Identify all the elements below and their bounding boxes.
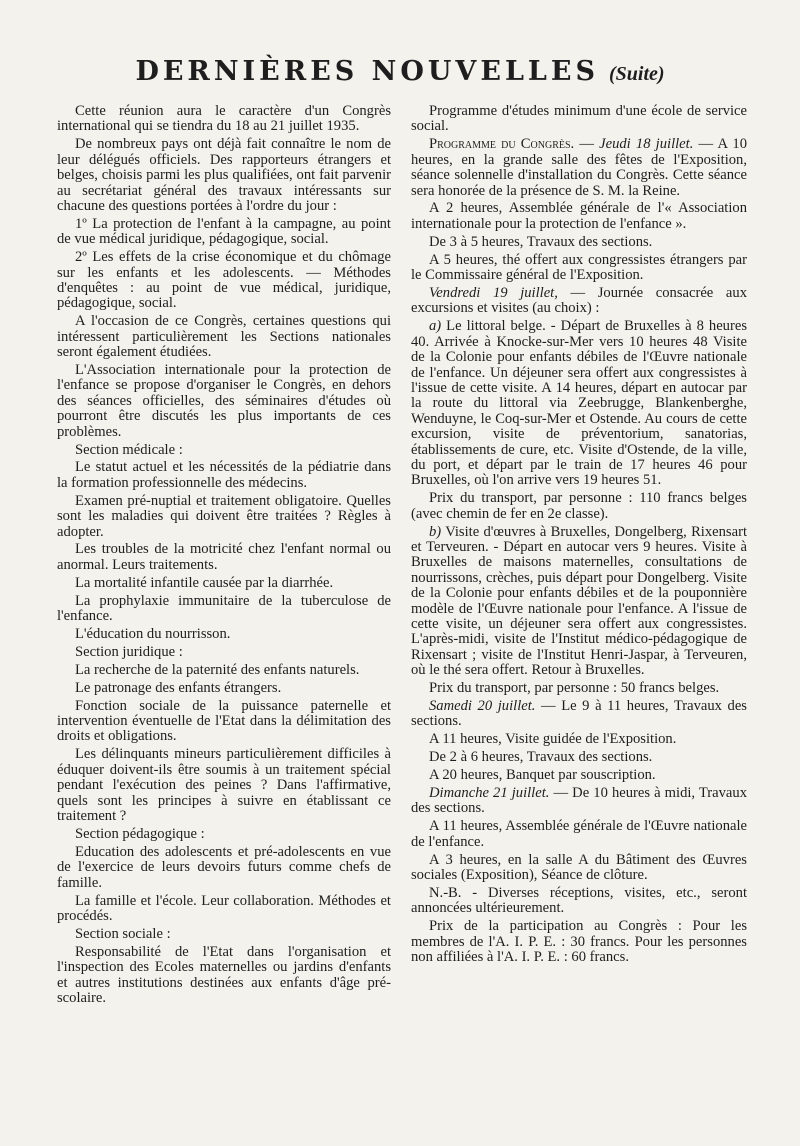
section-heading: Section pédagogique :	[75, 825, 205, 842]
dash: —	[574, 136, 600, 153]
paragraph: Les troubles de la motricité chez l'enfant normal ou anormal. Leurs traitements.	[57, 541, 391, 573]
paragraph: A 2 heures, Assemblée générale de l'« Association internationale pour la protection de l'enfance ».	[411, 200, 747, 232]
paragraph: 2º Les effets de la crise économique et du chômage sur les enfants et les adolescents. — Méthodes d'enquêtes : au point de vue médical, juridique, pédagogique, social.	[57, 249, 391, 312]
item-letter-a: a)	[429, 318, 442, 335]
paragraph: Les délinquants mineurs particulièrement difficiles à éduquer doivent-ils être soumis à un traitement spécial pendant l'exécution des peines ? Dans l'affirmative, quels sont les principes à suivre en établissant ce traitement ?	[57, 746, 391, 824]
section-heading: Section médicale :	[75, 441, 183, 458]
paragraph: Education des adolescents et pré-adolescents en vue de l'exercice de leurs devoirs futurs comme chefs de famille.	[57, 843, 391, 891]
paragraph: De 3 à 5 heures, Travaux des sections.	[429, 233, 653, 250]
paragraph: Prix du transport, par personne : 110 francs belges (avec chemin de fer en 2e classe).	[411, 490, 747, 522]
excursion-a	[411, 319, 747, 488]
program-friday	[411, 286, 747, 317]
paragraph: Fonction sociale de la puissance paternelle et intervention éventuelle de l'Etat dans la délimitation des droits et obligations.	[57, 697, 391, 745]
date-thursday: Jeudi 18 juillet.	[599, 136, 694, 153]
paragraph: Le patronage des enfants étrangers.	[75, 679, 282, 696]
date-saturday: Samedi 20 juillet.	[429, 698, 536, 715]
program-sunday	[411, 786, 747, 817]
right-column	[411, 104, 747, 968]
page-header	[0, 56, 800, 87]
paragraph-text: — De 10 heures à midi, Travaux des sections.	[411, 785, 747, 817]
program-label: Programme du Congrès.	[429, 136, 575, 153]
paragraph-text: — Journée consacrée aux excursions et visites (au choix) :	[411, 284, 747, 317]
paragraph: L'éducation du nourrisson.	[75, 626, 231, 642]
paragraph: Prix de la participation au Congrès : Pour les membres de l'A. I. P. E. : 30 francs. Pour les personnes non affiliées à l'A. I. P. E. : 60 francs.	[411, 918, 747, 966]
paragraph-text: — A 10 heures, en la grande salle des fêtes de l'Exposition, séance solennelle d'installation du Congrès. Cette séance sera honorée de la présence de S. M. la Reine.	[411, 136, 748, 199]
header-suite: (Suite)	[609, 63, 665, 85]
paragraph: A 11 heures, Visite guidée de l'Exposition.	[429, 731, 677, 748]
excursion-b	[411, 525, 747, 679]
paragraph: Programme d'études minimum d'une école de service social.	[411, 103, 747, 135]
date-sunday: Dimanche 21 juillet.	[429, 785, 550, 802]
paragraph: Cette réunion aura le caractère d'un Congrès international qui se tiendra du 18 au 21 juillet 1935.	[57, 103, 391, 135]
paragraph: Examen pré-nuptial et traitement obligatoire. Quelles sont les maladies qui doivent être traitées ? Règles à adopter.	[57, 492, 391, 540]
item-letter-b: b)	[429, 523, 442, 540]
paragraph: La recherche de la paternité des enfants naturels.	[75, 661, 360, 678]
date-friday: Vendredi 19 juillet,	[429, 284, 558, 301]
paragraph-text: — Le 9 à 11 heures, Travaux des sections.	[411, 698, 747, 730]
paragraph: La prophylaxie immunitaire de la tuberculose de l'enfance.	[57, 592, 391, 625]
paragraph: A 3 heures, en la salle A du Bâtiment des Œuvres sociales (Exposition), Séance de clôture.	[411, 851, 747, 884]
paragraph-text: Visite d'œuvres à Bruxelles, Dongelberg, Rixensart et Terveuren. - Départ en autocar vers 9 heures. Visite à Bruxelles de maisons maternelles, consultations de nourrissons, crèches, puis départ pour Dongelberg. Visite de la Colonie pour enfants débiles et de la pouponnière modèle de l'Œuvre nationale pour l'enfance. A l'issue de cette visite, un déjeuner sera offert aux congressistes. L'après-midi, visite de l'Institut médico-pédagogique de Rixensart ; visite de l'Institut Henri-Jaspar, à Terveuren, où le thé sera offert. Retour à Bruxelles.	[411, 523, 747, 679]
paragraph: La mortalité infantile causée par la diarrhée.	[75, 574, 334, 591]
paragraph: A 5 heures, thé offert aux congressistes étrangers par le Commissaire général de l'Exposition.	[411, 251, 747, 284]
section-heading: Section sociale :	[75, 925, 171, 942]
section-heading: Section juridique :	[75, 643, 183, 660]
paragraph: Responsabilité de l'Etat dans l'organisation et l'inspection des Ecoles maternelles ou jardins d'enfants et autres institutions destinées aux enfants d'âge pré-scolaire.	[57, 943, 391, 1006]
header-title: DERNIÈRES NOUVELLES	[135, 56, 599, 87]
paragraph: 1º La protection de l'enfant à la campagne, au point de vue médical juridique, pédagogique, social.	[57, 215, 391, 248]
paragraph: De 2 à 6 heures, Travaux des sections.	[429, 749, 653, 766]
paragraph: La famille et l'école. Leur collaboration. Méthodes et procédés.	[57, 892, 391, 924]
paragraph: N.-B. - Diverses réceptions, visites, etc., seront annoncées ultérieurement.	[411, 885, 747, 917]
program-thursday	[411, 137, 747, 199]
paragraph: L'Association internationale pour la protection de l'enfance se propose d'organiser le Congrès, en dehors des séances officielles, des séminaires d'études où pourront être discutés les plus importants de ces problèmes.	[57, 362, 391, 440]
paragraph: Prix du transport, par personne : 50 francs belges.	[429, 680, 720, 697]
program-saturday	[411, 699, 747, 730]
paragraph: A 20 heures, Banquet par souscription.	[429, 767, 656, 784]
left-column	[57, 104, 391, 1009]
paragraph: Le statut actuel et les nécessités de la pédiatrie dans la formation professionnelle des médecins.	[57, 459, 391, 491]
paragraph-text: Le littoral belge. - Départ de Bruxelles à 8 heures 40. Arrivée à Knocke-sur-Mer vers 10 heures 48 Visite de la Colonie pour enfants débiles de l'Œuvre nationale de l'enfance. Un déjeuner sera offert aux congressistes à l'issue de cette visite. A 14 heures, départ en autocar par la route du littoral via Zeebrugge, Blankenberghe, Wenduyne, le Coq-sur-Mer et Ostende. Au cours de cette excursion, visite de préventorium, sanatorias, établissements de cure, etc. Visite d'Ostende, de la ville, du port, et départ par le train de 17 heures 46 pour Bruxelles, où l'on arrive vers 19 heures 51.	[411, 318, 747, 489]
paragraph: A 11 heures, Assemblée générale de l'Œuvre nationale de l'enfance.	[411, 818, 747, 850]
paragraph: A l'occasion de ce Congrès, certaines questions qui intéressent particulièrement les Sections nationales seront également étudiées.	[57, 313, 391, 361]
paragraph: De nombreux pays ont déjà fait connaître le nom de leur délégués officiels. Des rapporteurs étrangers et belges, choisis parmi les plus qualifiées, ont fait parvenir au secrétariat général des travaux intéressants sur chacune des questions portées à l'ordre du jour :	[57, 136, 391, 214]
